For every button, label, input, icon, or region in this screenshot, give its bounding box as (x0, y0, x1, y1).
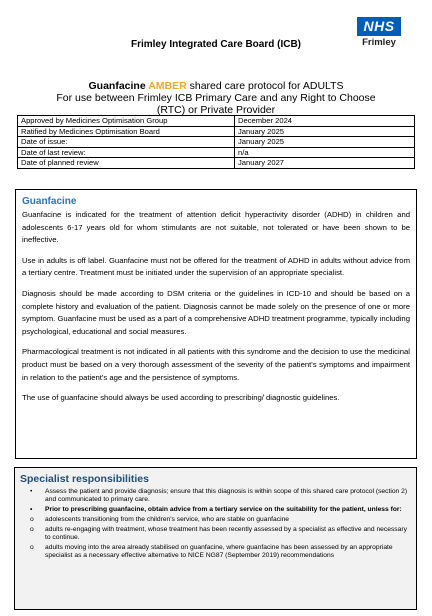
section-heading: Specialist responsibilities (20, 473, 149, 485)
list-item-text: adults re-engaging with treatment, whose treatment has been recently assessed by a specialist as effective and necessary to continue. (45, 526, 407, 541)
document-meta-table (17, 115, 415, 169)
meta-value: December 2024 (235, 116, 415, 127)
meta-label: Ratified by Medicines Optimisation Board (18, 126, 235, 137)
paragraph: The use of guanfacine should always be used according to prescribing/ diagnostic guidelines. (22, 393, 340, 403)
paragraph: Pharmacological treatment is not indicated in all patients with this syndrome and the decision to use the medicinal product must be based on a very thorough assessment of the severity of the patient's symptoms and impairment in relation to the patient's age and the persistence of symptoms. (22, 347, 410, 382)
list-item-text: Assess the patient and provide diagnosis; ensure that this diagnosis is within scope of this shared care protocol (section 2) and communicated to primary care. (45, 488, 408, 503)
list-item-text: adults moving into the area already stabilised on guanfacine, where guanfacine has been assessed by an appropriate specialist as a necessary effective alternative to NICE NG87 (September 2019) recommendations (45, 544, 393, 559)
bullet-marker: • (30, 488, 33, 495)
paragraph: Diagnosis should be made according to DSM criteria or the guidelines in ICD-10 and should be based on a complete history and evaluation of the patient. Diagnosis cannot be made solely on the presence of one or more symptom. Guanfacine must be used as a part of a comprehensive ADHD treatment programme, typically including psychological, educational and social measures. (22, 288, 410, 336)
title-status: AMBER (148, 80, 187, 92)
paragraph: Use in adults is off label. Guanfacine must not be offered for the treatment of ADHD in adults without advice from a tertiary centre. Treatment must be initiated under the supervision of an appropriate specialist. (22, 255, 410, 278)
guanfacine-section (15, 189, 417, 459)
nhs-region: Frimley (362, 37, 396, 48)
list-item (15, 506, 416, 514)
list-item (15, 526, 416, 542)
meta-value: n/a (235, 147, 415, 158)
bullet-marker: o (30, 526, 34, 533)
meta-row (18, 116, 415, 127)
paragraph: Guanfacine is indicated for the treatment of attention deficit hyperactivity disorder (ADHD) in children and adolescents 6-17 years old for whom stimulants are not suitable, not tolerated or have been shown to be ineffective. (22, 210, 410, 245)
bullet-marker: • (30, 506, 33, 513)
org-title: Frimley Integrated Care Board (ICB) (130, 39, 302, 50)
meta-label: Approved by Medicines Optimisation Group (18, 116, 235, 127)
specialist-responsibilities-section (14, 467, 417, 610)
list-item (15, 488, 416, 504)
title-drug: Guanfacine (88, 80, 146, 92)
title-rest: shared care protocol for ADULTS (189, 80, 344, 92)
list-item-text: Prior to prescribing guanfacine, obtain advice from a tertiary service on the suitability for the patient, unless for: (45, 506, 402, 513)
title-line2: For use between Frimley ICB Primary Care and any Right to Choose (56, 92, 376, 104)
nhs-brand: NHS (357, 17, 401, 36)
list-item (15, 516, 416, 524)
title-line3: (RTC) or Private Provider (156, 104, 276, 116)
section-heading: Guanfacine (22, 196, 77, 207)
document-title (0, 80, 432, 116)
meta-row (18, 137, 415, 148)
list-item-text: adolescents transitioning from the children's service, who are stable on guanfacine (45, 516, 290, 523)
bullet-marker: o (30, 544, 34, 551)
meta-label: Date of planned review (18, 158, 235, 169)
meta-label: Date of issue: (18, 137, 235, 148)
meta-row (18, 126, 415, 137)
meta-label: Date of last review: (18, 147, 235, 158)
meta-row (18, 158, 415, 169)
meta-value: January 2025 (235, 137, 415, 148)
responsibilities-list (15, 488, 416, 560)
bullet-marker: o (30, 516, 34, 523)
meta-value: January 2027 (235, 158, 415, 169)
list-item (15, 544, 416, 560)
meta-row (18, 147, 415, 158)
meta-value: January 2025 (235, 126, 415, 137)
